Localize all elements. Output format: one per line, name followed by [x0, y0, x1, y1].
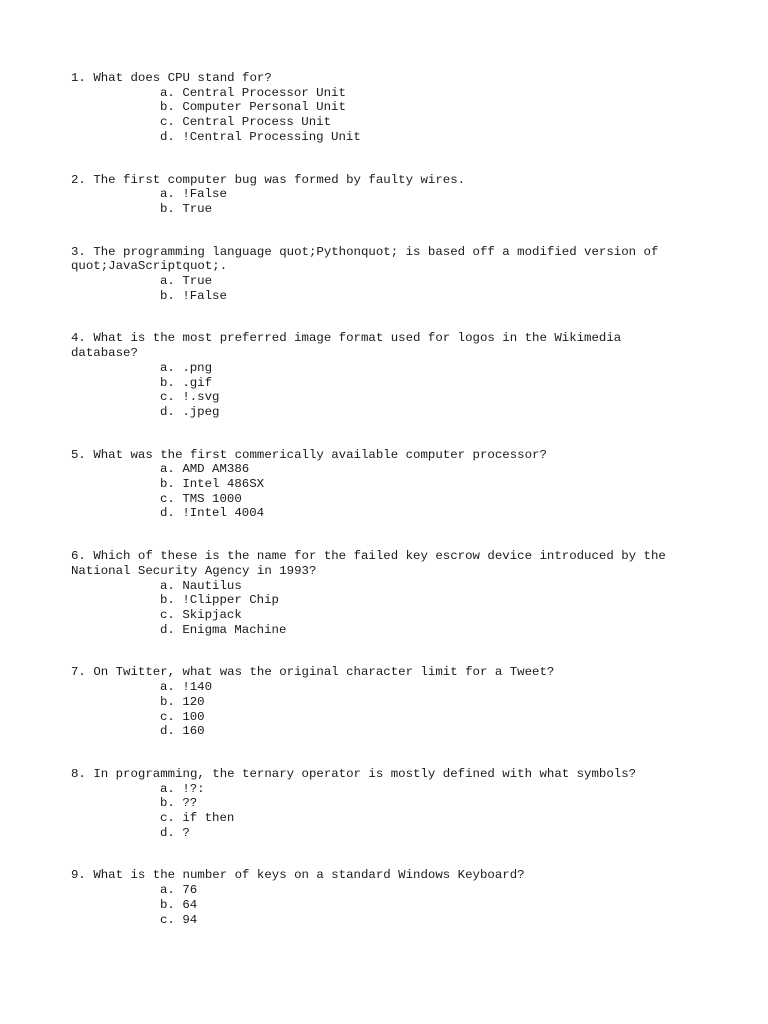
option-letter: b.	[160, 201, 175, 216]
option-text: Skipjack	[182, 607, 242, 622]
question-prompt: The programming language quot;Pythonquot; is based off a modified version of quot;JavaScriptquot;.	[71, 244, 666, 274]
option-letter: a.	[160, 85, 175, 100]
option-c	[71, 115, 691, 130]
question-number: 6.	[71, 549, 86, 564]
option-d	[71, 405, 691, 420]
question-number: 2.	[71, 172, 86, 187]
option-text: .png	[182, 360, 213, 375]
option-text: !.svg	[182, 390, 220, 405]
option-d	[71, 826, 691, 841]
option-text: if then	[182, 811, 235, 826]
option-letter: d.	[160, 724, 175, 739]
option-text: AMD AM386	[182, 462, 250, 477]
option-text: ?	[182, 825, 190, 840]
option-text: !False	[182, 288, 227, 303]
option-text: 160	[182, 724, 205, 739]
question-number: 9.	[71, 868, 86, 883]
question-number: 1.	[71, 71, 86, 85]
option-text: .jpeg	[182, 404, 220, 419]
option-list	[71, 462, 691, 521]
option-text: Nautilus	[182, 578, 242, 593]
option-text: Computer Personal Unit	[182, 100, 346, 115]
option-letter: b.	[160, 694, 175, 709]
option-letter: b.	[160, 375, 175, 390]
option-text: Central Process Unit	[182, 115, 332, 130]
option-a	[71, 883, 691, 898]
option-list	[71, 579, 691, 638]
option-text: 64	[182, 897, 198, 912]
option-d	[71, 130, 691, 145]
option-text: 120	[182, 694, 205, 709]
option-b	[71, 695, 691, 710]
question-prompt: On Twitter, what was the original character limit for a Tweet?	[93, 665, 555, 680]
option-letter: a.	[160, 781, 175, 796]
question-9	[71, 868, 691, 927]
option-d	[71, 724, 691, 739]
question-prompt: What is the number of keys on a standard Windows Keyboard?	[93, 868, 525, 883]
question-number: 3.	[71, 244, 86, 259]
option-list	[71, 86, 691, 145]
question-number: 5.	[71, 447, 86, 462]
option-a	[71, 680, 691, 695]
option-b	[71, 898, 691, 913]
option-text: 100	[182, 709, 205, 724]
option-letter: d.	[160, 404, 175, 419]
option-letter: c.	[160, 607, 175, 622]
question-4	[71, 331, 691, 419]
option-letter: a.	[160, 187, 175, 202]
option-list	[71, 361, 691, 420]
option-a	[71, 579, 691, 594]
option-c	[71, 608, 691, 623]
option-list	[71, 274, 691, 303]
question-text	[71, 71, 691, 86]
option-list	[71, 883, 691, 927]
option-a	[71, 86, 691, 101]
option-letter: a.	[160, 360, 175, 375]
question-prompt: The first computer bug was formed by faulty wires.	[93, 172, 466, 187]
option-letter: d.	[160, 825, 175, 840]
quiz-document	[71, 71, 691, 955]
option-text: ??	[182, 796, 198, 811]
option-text: TMS 1000	[182, 491, 242, 506]
option-b	[71, 376, 691, 391]
option-letter: c.	[160, 115, 175, 130]
option-letter: c.	[160, 811, 175, 826]
option-letter: b.	[160, 593, 175, 608]
question-text	[71, 173, 691, 188]
question-6	[71, 549, 691, 637]
option-a	[71, 361, 691, 376]
question-prompt: What is the most preferred image format used for logos in the Wikimedia database?	[71, 331, 629, 361]
option-b	[71, 796, 691, 811]
option-text: True	[182, 201, 213, 216]
option-text: !140	[182, 680, 213, 695]
option-b	[71, 593, 691, 608]
option-letter: a.	[160, 578, 175, 593]
option-text: .gif	[182, 375, 213, 390]
option-d	[71, 506, 691, 521]
question-text	[71, 331, 691, 360]
question-number: 7.	[71, 665, 86, 680]
option-letter: a.	[160, 462, 175, 477]
option-c	[71, 710, 691, 725]
option-text: !Intel 4004	[182, 506, 265, 521]
option-letter: b.	[160, 288, 175, 303]
question-number: 4.	[71, 331, 86, 346]
option-text: Enigma Machine	[182, 622, 287, 637]
question-prompt: Which of these is the name for the failed key escrow device introduced by the National Security Agency in 1993?	[71, 549, 674, 578]
option-letter: a.	[160, 680, 175, 695]
option-text: !Clipper Chip	[182, 593, 279, 608]
option-text: Central Processor Unit	[182, 85, 346, 100]
question-number: 8.	[71, 766, 86, 781]
question-2	[71, 173, 691, 217]
option-letter: c.	[160, 390, 175, 405]
option-letter: c.	[160, 709, 175, 724]
option-letter: b.	[160, 477, 175, 492]
question-text	[71, 665, 691, 680]
option-c	[71, 811, 691, 826]
question-text	[71, 868, 691, 883]
question-5	[71, 448, 691, 522]
option-letter: d.	[160, 506, 175, 521]
question-text	[71, 448, 691, 463]
option-text: !?:	[182, 781, 205, 796]
option-b	[71, 477, 691, 492]
option-letter: a.	[160, 883, 175, 898]
option-c	[71, 390, 691, 405]
option-text: 94	[182, 912, 198, 927]
option-text: 76	[182, 883, 198, 898]
question-prompt: In programming, the ternary operator is mostly defined with what symbols?	[93, 766, 637, 781]
option-b	[71, 100, 691, 115]
question-1	[71, 71, 691, 145]
option-list	[71, 782, 691, 841]
option-list	[71, 187, 691, 216]
question-text	[71, 245, 691, 274]
question-prompt: What does CPU stand for?	[93, 71, 272, 85]
question-8	[71, 767, 691, 841]
option-c	[71, 913, 691, 928]
option-text: !False	[182, 187, 227, 202]
option-letter: c.	[160, 912, 175, 927]
option-letter: b.	[160, 897, 175, 912]
option-c	[71, 492, 691, 507]
option-a	[71, 187, 691, 202]
option-letter: a.	[160, 274, 175, 289]
option-list	[71, 680, 691, 739]
question-7	[71, 665, 691, 739]
question-prompt: What was the first commerically available computer processor?	[93, 447, 547, 462]
question-text	[71, 767, 691, 782]
option-d	[71, 623, 691, 638]
option-letter: d.	[160, 622, 175, 637]
option-text: True	[182, 274, 213, 289]
question-3	[71, 245, 691, 304]
option-b	[71, 289, 691, 304]
option-a	[71, 782, 691, 797]
option-text: Intel 486SX	[182, 477, 265, 492]
option-letter: d.	[160, 129, 175, 144]
option-a	[71, 462, 691, 477]
option-a	[71, 274, 691, 289]
question-text	[71, 549, 691, 578]
option-letter: b.	[160, 796, 175, 811]
option-b	[71, 202, 691, 217]
option-text: !Central Processing Unit	[182, 129, 361, 144]
option-letter: c.	[160, 491, 175, 506]
option-letter: b.	[160, 100, 175, 115]
